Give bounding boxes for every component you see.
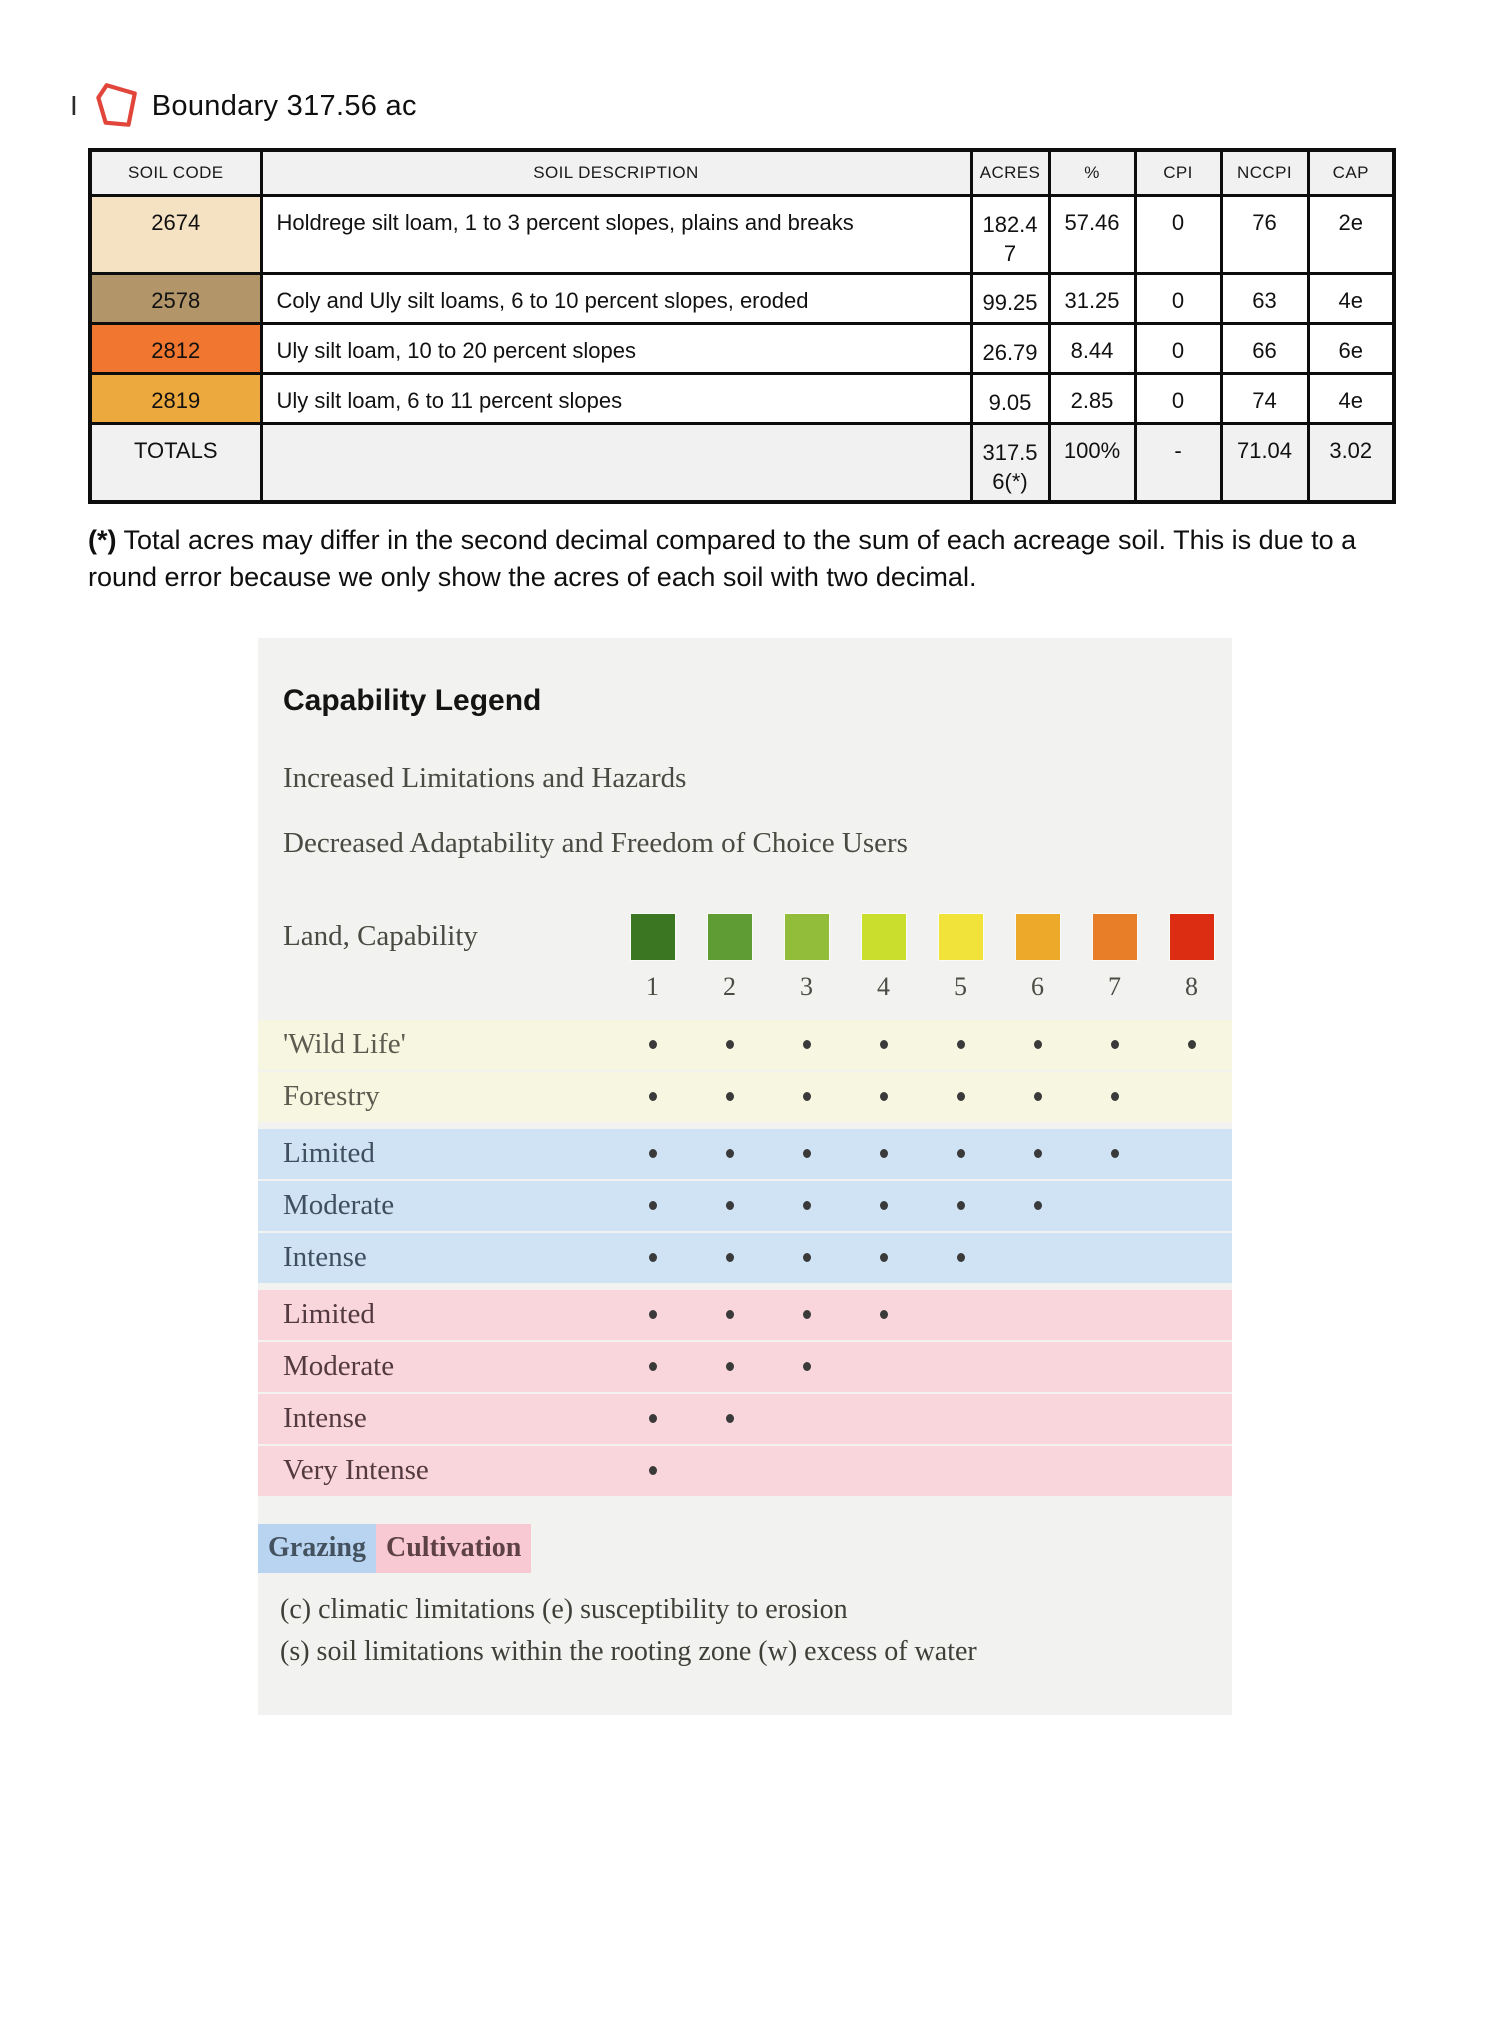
footnote-marker: (*) [88, 524, 117, 555]
legend-notes [280, 1589, 1232, 1673]
capability-class-swatch [862, 914, 906, 960]
capability-dot [649, 1092, 657, 1101]
col-header-percent: % [1049, 150, 1135, 196]
col-header-cap: CAP [1308, 150, 1394, 196]
capability-legend-panel [258, 638, 1232, 1715]
capability-class-number: 1 [646, 971, 659, 1001]
legend-band-row [258, 1394, 1232, 1444]
soil-table-row [90, 196, 1394, 274]
legend-bands [258, 1020, 1232, 1496]
capability-class-swatch [939, 914, 983, 960]
capability-dot [880, 1149, 888, 1158]
legend-band-row [258, 1072, 1232, 1122]
legend-band-row [258, 1233, 1232, 1283]
legend-band-row [258, 1290, 1232, 1340]
percent-cell: 31.25 [1049, 274, 1135, 324]
soil-description-cell: Holdrege silt loam, 1 to 3 percent slopes, plains and breaks [261, 196, 971, 274]
capability-scale-row [258, 914, 1232, 960]
soil-description-cell: Uly silt loam, 10 to 20 percent slopes [261, 324, 971, 374]
legend-band-row [258, 1020, 1232, 1070]
capability-class-swatch [1016, 914, 1060, 960]
col-header-soil-description: SOIL DESCRIPTION [261, 150, 971, 196]
legend-subtitle-2: Decreased Adaptability and Freedom of Choice Users [283, 826, 908, 859]
boundary-title: Boundary 317.56 ac [151, 89, 417, 122]
band-label: Moderate [283, 1350, 395, 1382]
nccpi-cell: 63 [1221, 274, 1308, 324]
capability-dot [726, 1201, 734, 1210]
capability-class-swatch [785, 914, 829, 960]
capability-dot [726, 1362, 734, 1371]
cpi-cell: 0 [1135, 274, 1221, 324]
capability-class-number: 6 [1031, 971, 1044, 1001]
capability-dot [957, 1149, 965, 1158]
capability-dot [957, 1040, 965, 1049]
capability-dot [649, 1310, 657, 1319]
band-label: Forestry [283, 1080, 380, 1112]
capability-dot [726, 1310, 734, 1319]
footnote-text: Total acres may differ in the second decimal compared to the sum of each acreage soil. This is due to a round error because we only show the acres of each soil with two decimal. [88, 524, 1357, 592]
header-prefix: I [70, 90, 78, 121]
capability-dot [803, 1092, 811, 1101]
boundary-polygon-icon [90, 80, 140, 132]
soil-description-cell: Coly and Uly silt loams, 6 to 10 percent slopes, eroded [261, 274, 971, 324]
capability-dot [880, 1310, 888, 1319]
soil-table-header-row [90, 150, 1394, 196]
band-label: Limited [283, 1298, 375, 1330]
capability-dot [726, 1092, 734, 1101]
capability-dot [649, 1414, 657, 1423]
capability-dot [880, 1040, 888, 1049]
capability-dot [726, 1414, 734, 1423]
acres-cell: 99.25 [971, 274, 1049, 324]
capability-class-swatch [1093, 914, 1137, 960]
totals-description [261, 424, 971, 502]
capability-dot [1034, 1201, 1042, 1210]
capability-class-swatch [708, 914, 752, 960]
totals-nccpi: 71.04 [1221, 424, 1308, 502]
grazing-chip: Grazing [258, 1524, 376, 1573]
capability-dot [803, 1253, 811, 1262]
capability-dot [1034, 1040, 1042, 1049]
capability-dot [957, 1092, 965, 1101]
capability-dot [649, 1362, 657, 1371]
totals-label: TOTALS [90, 424, 261, 502]
soil-code-cell: 2819 [90, 374, 261, 424]
legend-chips [258, 1524, 1232, 1573]
soil-code-cell: 2674 [90, 196, 261, 274]
scale-label: Land, Capability [283, 920, 478, 952]
totals-cpi: - [1135, 424, 1221, 502]
capability-dot [803, 1310, 811, 1319]
soil-table [88, 148, 1396, 504]
capability-class-number: 2 [723, 971, 736, 1001]
col-header-soil-code: SOIL CODE [90, 150, 261, 196]
capability-dot [649, 1253, 657, 1262]
capability-class-swatch [1170, 914, 1214, 960]
soil-table-row [90, 324, 1394, 374]
acreage-footnote [88, 522, 1430, 596]
capability-dot [649, 1040, 657, 1049]
nccpi-cell: 74 [1221, 374, 1308, 424]
cpi-cell: 0 [1135, 374, 1221, 424]
capability-dot [803, 1201, 811, 1210]
capability-dot [726, 1149, 734, 1158]
capability-class-number: 8 [1185, 971, 1198, 1001]
soil-table-row [90, 274, 1394, 324]
band-label: Moderate [283, 1189, 395, 1221]
nccpi-cell: 76 [1221, 196, 1308, 274]
band-label: Limited [283, 1137, 375, 1169]
legend-note-line: (s) soil limitations within the rooting zone (w) excess of water [280, 1635, 977, 1667]
cpi-cell: 0 [1135, 324, 1221, 374]
cap-cell: 2e [1308, 196, 1394, 274]
percent-cell: 2.85 [1049, 374, 1135, 424]
capability-dot [880, 1092, 888, 1101]
capability-class-number: 5 [954, 971, 967, 1001]
totals-cap: 3.02 [1308, 424, 1394, 502]
band-label: Very Intense [283, 1454, 429, 1486]
capability-dot [880, 1253, 888, 1262]
col-header-nccpi: NCCPI [1221, 150, 1308, 196]
capability-dot [1034, 1092, 1042, 1101]
cap-cell: 4e [1308, 374, 1394, 424]
capability-dot [1034, 1149, 1042, 1158]
acres-cell: 9.05 [971, 374, 1049, 424]
acres-cell: 182.47 [971, 196, 1049, 274]
col-header-acres: ACRES [971, 150, 1049, 196]
capability-dot [803, 1149, 811, 1158]
capability-dot [1188, 1040, 1196, 1049]
legend-note-line: (c) climatic limitations (e) susceptibility to erosion [280, 1593, 848, 1625]
totals-row [90, 424, 1394, 502]
capability-dot [1111, 1092, 1119, 1101]
capability-scale-numbers [258, 972, 1232, 1002]
capability-dot [1111, 1040, 1119, 1049]
band-label: 'Wild Life' [283, 1028, 406, 1060]
capability-class-swatch [631, 914, 675, 960]
band-label: Intense [283, 1402, 367, 1434]
legend-band-row [258, 1129, 1232, 1179]
soil-table-row [90, 374, 1394, 424]
band-label: Intense [283, 1241, 367, 1273]
totals-percent: 100% [1049, 424, 1135, 502]
soil-code-cell: 2578 [90, 274, 261, 324]
capability-dot [1111, 1149, 1119, 1158]
cap-cell: 4e [1308, 274, 1394, 324]
legend-band-row [258, 1181, 1232, 1231]
capability-dot [726, 1040, 734, 1049]
soil-description-cell: Uly silt loam, 6 to 11 percent slopes [261, 374, 971, 424]
totals-acres: 317.56(*) [971, 424, 1049, 502]
legend-band-row [258, 1342, 1232, 1392]
capability-dot [649, 1149, 657, 1158]
capability-dot [803, 1362, 811, 1371]
capability-dot [957, 1253, 965, 1262]
boundary-header [70, 80, 1500, 132]
capability-dot [649, 1201, 657, 1210]
capability-class-number: 4 [877, 971, 890, 1001]
capability-class-number: 3 [800, 971, 813, 1001]
acres-cell: 26.79 [971, 324, 1049, 374]
col-header-cpi: CPI [1135, 150, 1221, 196]
percent-cell: 57.46 [1049, 196, 1135, 274]
cap-cell: 6e [1308, 324, 1394, 374]
legend-title: Capability Legend [283, 683, 542, 717]
capability-dot [880, 1201, 888, 1210]
nccpi-cell: 66 [1221, 324, 1308, 374]
capability-dot [957, 1201, 965, 1210]
capability-dot [726, 1253, 734, 1262]
capability-dot [649, 1466, 657, 1475]
legend-band-row [258, 1446, 1232, 1496]
soil-code-cell: 2812 [90, 324, 261, 374]
percent-cell: 8.44 [1049, 324, 1135, 374]
capability-class-number: 7 [1108, 971, 1121, 1001]
cpi-cell: 0 [1135, 196, 1221, 274]
cultivation-chip: Cultivation [376, 1524, 531, 1573]
legend-subtitle-1: Increased Limitations and Hazards [283, 761, 687, 794]
capability-dot [803, 1040, 811, 1049]
